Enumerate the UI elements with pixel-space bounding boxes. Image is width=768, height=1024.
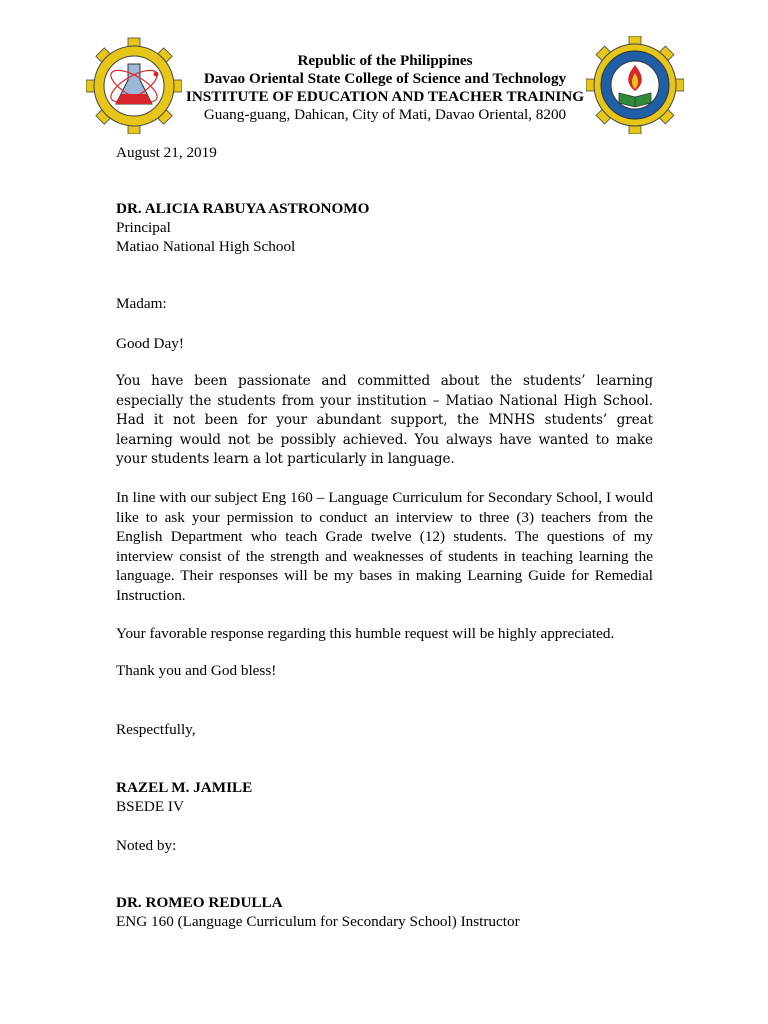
recipient-name: DR. ALICIA RABUYA ASTRONOMO (116, 200, 370, 217)
closing: Respectfully, (116, 721, 196, 738)
letterhead (150, 52, 620, 124)
salutation: Madam: (116, 295, 167, 312)
institute-seal-icon (586, 36, 684, 134)
noted-by-label: Noted by: (116, 837, 177, 854)
recipient-school: Matiao National High School (116, 238, 296, 255)
greeting: Good Day! (116, 335, 184, 352)
letterhead-address: Guang-guang, Dahican, City of Mati, Davao Oriental, 8200 (203, 106, 567, 123)
letterhead-college: Davao Oriental State College of Science and Technology (203, 70, 567, 87)
paragraph-request: In line with our subject Eng 160 – Language Curriculum for Secondary School, I would like to ask your permission to conduct an interview to three (3) teachers from the English Department who teach Grade twelve (12) students. The questions of my interview consist of the strength and weaknesses of students in teaching learning the language. Their responses will be my bases in making Learning Guide for Remedial Instruction. (116, 489, 653, 604)
sender-course: BSEDE IV (116, 798, 184, 815)
sender-name: RAZEL M. JAMILE (116, 779, 253, 796)
recipient-title: Principal (116, 219, 171, 236)
paragraph-intro: You have been passionate and committed about the students’ learning especially the students from your institution – Matiao National High School. Had it not been for your abundant support, the MNHS students’ great learning would not be possibly achieved. You always have wanted to make your students learn a lot particularly in language. (116, 373, 653, 468)
closing-thanks: Thank you and God bless! (116, 662, 277, 679)
instructor-role: ENG 160 (Language Curriculum for Secondary School) Instructor (116, 913, 520, 930)
instructor-name: DR. ROMEO REDULLA (116, 894, 283, 911)
letter-date: August 21, 2019 (116, 144, 217, 161)
letterhead-republic: Republic of the Philippines (297, 52, 473, 69)
paragraph-appreciation: Your favorable response regarding this humble request will be highly appreciated. (116, 625, 615, 642)
letterhead-institute: INSTITUTE OF EDUCATION AND TEACHER TRAINING (185, 88, 585, 105)
